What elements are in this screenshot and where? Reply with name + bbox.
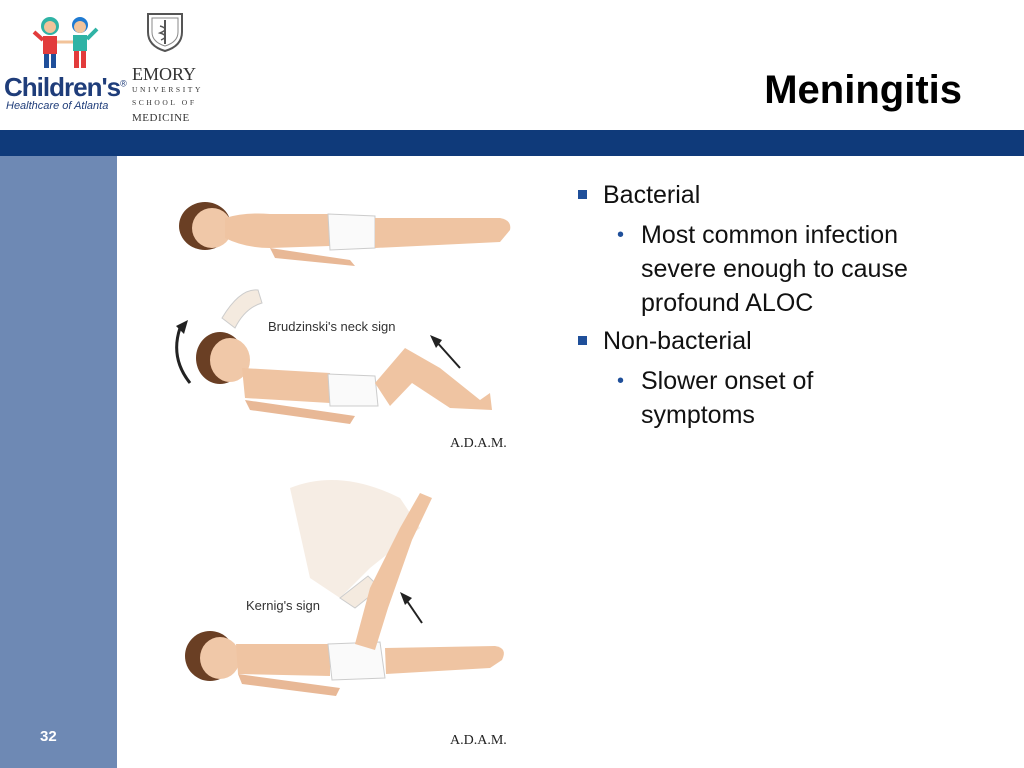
emory-name: EMORY xyxy=(132,64,197,84)
adam-credit-top: A.D.A.M. xyxy=(450,436,507,451)
slide-number: 32 xyxy=(40,728,57,745)
illustration-svg xyxy=(150,168,540,758)
slide-title: Meningitis xyxy=(764,68,962,112)
child-lying-flat xyxy=(179,202,510,266)
meningitis-signs-illustration xyxy=(150,168,540,758)
dot-bullet-icon: • xyxy=(617,224,625,246)
emory-line-medicine: MEDICINE xyxy=(132,112,190,124)
emory-logo xyxy=(130,12,204,124)
bullet-list xyxy=(577,178,997,436)
bullet-non-bacterial xyxy=(577,324,997,358)
adam-credit-bottom: A.D.A.M. xyxy=(450,733,507,748)
child-kernig xyxy=(185,480,507,748)
dot-bullet-icon: • xyxy=(617,370,625,392)
side-panel xyxy=(0,156,117,768)
emory-line-school: SCHOOL OF xyxy=(132,98,197,107)
child-brudzinski xyxy=(176,290,507,451)
label-kernig: Kernig's sign xyxy=(246,598,321,613)
sub-bullet-bacterial xyxy=(577,218,997,320)
childrens-subtitle: Healthcare of Atlanta xyxy=(6,100,109,112)
childrens-name: Children's® xyxy=(4,72,126,102)
bullet-text: Non-bacterial xyxy=(603,327,752,355)
kids-icon xyxy=(30,14,102,74)
bullet-text: Bacterial xyxy=(603,181,701,209)
label-brudzinski: Brudzinski's neck sign xyxy=(268,319,396,334)
sub-bullet-text: Most common infection severe enough to cause profound ALOC xyxy=(641,221,908,317)
shield-icon xyxy=(146,12,184,52)
square-bullet-icon xyxy=(578,336,587,345)
emory-line-university: UNIVERSITY xyxy=(132,85,203,94)
slide-header xyxy=(0,0,1024,130)
childrens-healthcare-logo xyxy=(4,14,128,118)
bullet-bacterial xyxy=(577,178,997,212)
sub-bullet-text: Slower onset of symptoms xyxy=(641,367,814,429)
sub-bullet-non-bacterial xyxy=(577,364,997,432)
square-bullet-icon xyxy=(578,190,587,199)
title-bar xyxy=(0,130,1024,156)
